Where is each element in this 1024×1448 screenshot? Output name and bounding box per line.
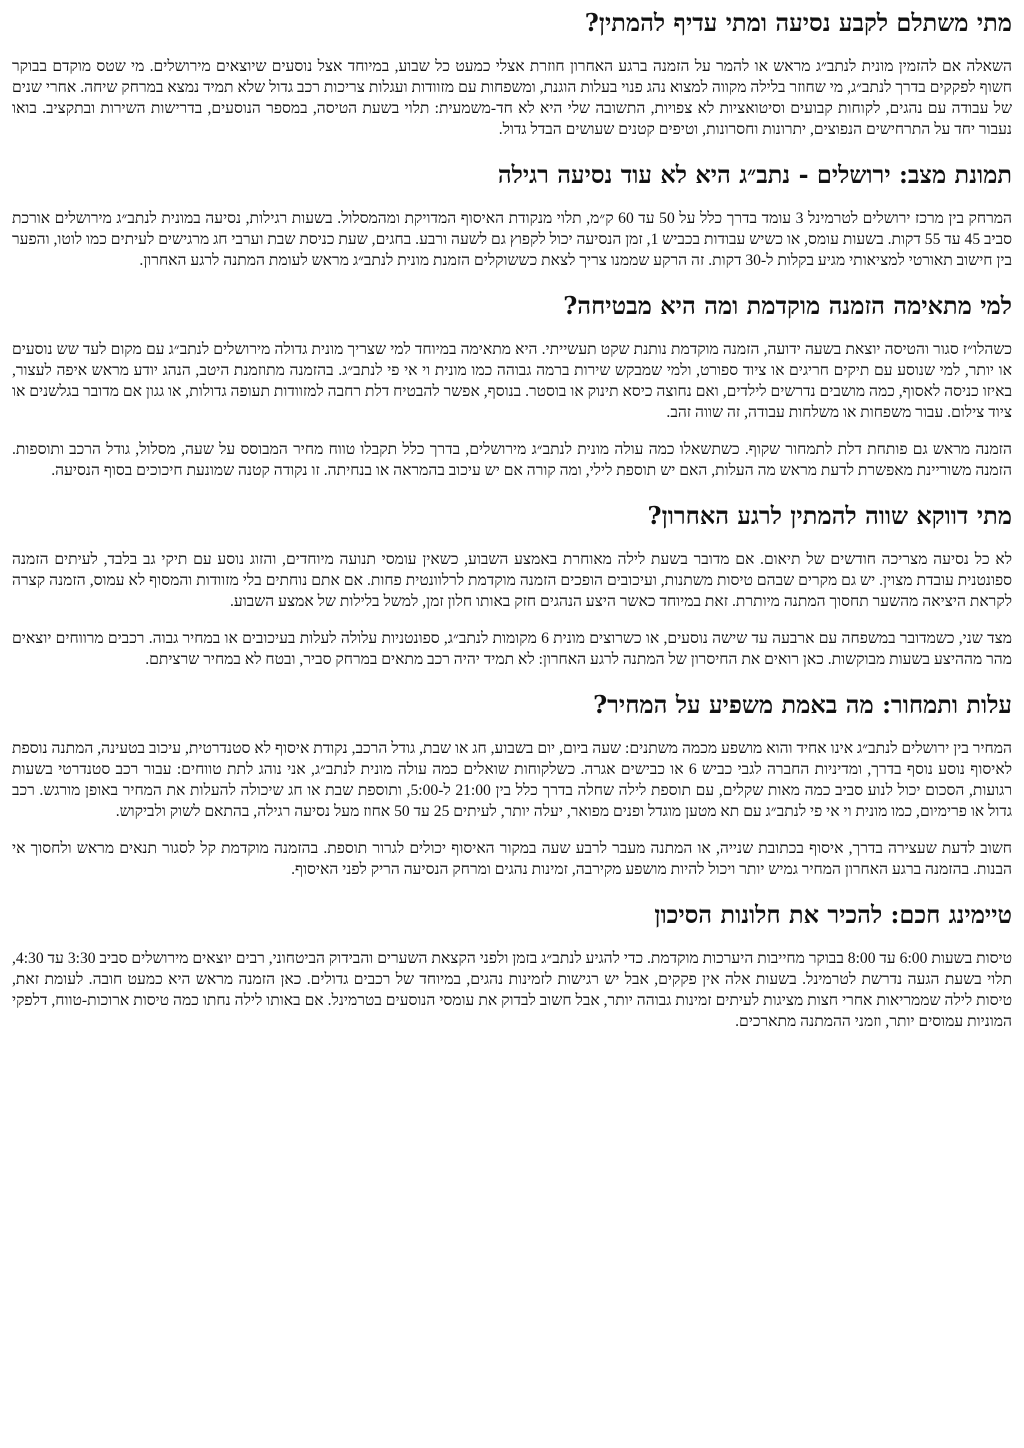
paragraph: המרחק בין מרכז ירושלים לטרמינל 3 עומד בדרך כלל על 50 עד 60 ק״מ, תלוי מנקודת האיסוף המדויקת ומהמסלול. בשעות רגילות, נסיעה במונית לנתב״ג מירושלים אורכת סביב 45 עד 55 דקות. בשעות עומס, או כשיש עבודות בכביש 1, זמן הנסיעה יכול לקפוץ גם לשעה ורבע. בחגים, שעת כניסת שבת וערבי חג מרגישים לעיתים כמו לוטו, והפער בין חישוב תאורטי למציאותי מגיע בקלות ל-30 דקות. זה הרקע שממנו צריך לצאת כששוקלים הזמנת מונית לנתב״ג מראש לעומת המתנה לרגע האחרון. bbox=[12, 210, 1013, 269]
paragraph: חשוב לדעת שעצירה בדרך, איסוף בכתובת שנייה, או המתנה מעבר לרבע שעה במקור האיסוף יכולים לגרור תוספת. בהזמנה מוקדמת קל לסגור תנאים מראש ולחסוך אי הבנות. בהזמנה ברגע האחרון המחיר גמיש יותר ויכול להיות מושפע מקירבה, זמינות נהגים ומרחק הנסיעה הריק לפני האיסוף. bbox=[12, 840, 1012, 878]
section-heading: מתי דווקא שווה להמתין לרגע האחרון? bbox=[647, 501, 1012, 530]
section-when-to-book bbox=[12, 6, 1012, 140]
paragraph: מצד שני, כשמדובר במשפחה עם ארבעה עד שישה נוסעים, או כשרוצים מונית 6 מקומות לנתב״ג, ספונטניות עלולה לעלות בעיכובים או במחיר גבוה. רכבים מרווחים יוצאים מהר מההיצע בשעות מבוקשות. כאן רואים את החיסרון של המתנה לרגע האחרון: לא תמיד יהיה רכב מתאים במרחק סביר, ובטח לא במחיר שרציתם. bbox=[12, 630, 1012, 668]
section-advance-booking bbox=[12, 289, 1012, 481]
section-heading: עלות ותמחור: מה באמת משפיע על המחיר? bbox=[593, 690, 1012, 719]
section-heading: טיימינג חכם: להכיר את חלונות הסיכון bbox=[654, 900, 1012, 929]
paragraph: לא כל נסיעה מצריכה חודשים של תיאום. אם מדובר בשעת לילה מאוחרת באמצע השבוע, כשאין עומסי תנועה מיוחדים, והזוג נוסע עם תיקי גב בלבד, לעיתים הזמנה ספונטנית עובדת מצוין. יש גם מקרים שבהם טיסות משתנות, ועיכובים הופכים הזמנה מוקדמת לרלוונטית פחות. אם אתם נוחתים בלי מזוודות והמסוף לא עמוס, הזמנה קצרה לקראת היציאה מהשער תחסוך המתנה מיותרת. זאת במיוחד כאשר היצע הנהגים חזק באותו חלון זמן, למשל בלילות של אמצע השבוע. bbox=[12, 551, 1012, 610]
paragraph: הזמנה מראש גם פותחת דלת לתמחור שקוף. כשתשאלו כמה עולה מונית לנתב״ג מירושלים, בדרך כלל תקבלו טווח מחיר המבוסס על שעה, מסלול, גודל הרכב ותוספות. הזמנה משוריינת מאפשרת לדעת מראש מה העלות, האם יש תוספת לילי, ומה קורה אם יש עיכוב בהמראה או בנחיתה. זו נקודה קטנה שמונעת חיכוכים בסוף הנסיעה. bbox=[12, 441, 1012, 479]
section-situation-overview bbox=[12, 158, 1012, 271]
paragraph: טיסות בשעות 6:00 עד 8:00 בבוקר מחייבות היערכות מוקדמת. כדי להגיע לנתב״ג בזמן ולפני הקצאת השערים והבידוק הביטחוני, רבים יוצאים מירושלים סביב 3:30 עד 4:30, תלוי בשעת הגעה נדרשת לטרמינל. בשעות אלה אין פקקים, אבל יש רגישות לזמינות נהגים, במיוחד של רכבים גדולים. כאן הזמנה מראש היא כמעט חובה. לעומת זאת, טיסות לילה שממריאות אחרי חצות מציגות לעיתים זמינות גבוהה יותר, אבל חשוב לבדוק את עומסי הנוסעים בטרמינל. אם באותו לילה נחתו כמה טיסות ארוכות-טווח, דלפקי המוניות עמוסים יותר, וזמני ההמתנה מתארכים. bbox=[12, 950, 1013, 1030]
section-heading: למי מתאימה הזמנה מוקדמת ומה היא מבטיחה? bbox=[563, 291, 1012, 320]
paragraph: השאלה אם להזמין מונית לנתב״ג מראש או להמר על הזמנה ברגע האחרון חוזרת אצלי כמעט כל שבוע, במיוחד אצל נוסעים שיוצאים מירושלים. מי שטס מוקדם בבוקר חשוף לפקקים בדרך לנתב״ג, מי שחוזר בלילה מקווה למצוא נהג פנוי בעלות הוגנת, ומשפחות עם מזוודות ועגלות צריכות רכב גדול שלא תמיד נמצא במרחק שיחה. אחרי שנים של עבודה עם נהגים, לקוחות קבועים וסיטואציות לא צפויות, התשובה שלי היא לא חד-משמעית: תלוי בשעת הטיסה, במספר הנוסעים, בדרישות השירות ובתקציב. בואו נעבור יחד על התרחישים הנפוצים, יתרונות וחסרונות, וטיפים קטנים שעושים הבדל גדול. bbox=[12, 58, 1012, 138]
section-heading: תמונת מצב: ירושלים - נתב״ג היא לא עוד נסיעה רגילה bbox=[497, 160, 1012, 189]
section-last-minute bbox=[12, 499, 1012, 670]
paragraph: כשהלו״ז סגור והטיסה יוצאת בשעה ידועה, הזמנה מוקדמת נותנת שקט תעשייתי. היא מתאימה במיוחד למי שצריך מונית גדולה מירושלים לנתב״ג עם מקום לעד שש נוסעים או יותר, למי שנוסע עם תיקים חריגים או ציוד ספורט, ולמי שמבקש שירות ברמה גבוהה כמו מונית וי אי פי לנתב״ג. בהזמנה מתוזמנת היטב, הנהג יודע מראש איפה לעצור, באיזו כניסה לאסוף, כמה מושבים נדרשים לילדים, ואם נחוצה כיסא תינוק או בוסטר. בנוסף, אפשר להבטיח דלת רחבה למזוודות תעופה גדולות, או גגון אם מדובר בגלשנים או ציוד צילום. עבור משפחות או משלחות עבודה, זה שווה זהב. bbox=[12, 341, 1012, 421]
section-pricing bbox=[12, 688, 1012, 880]
paragraph: המחיר בין ירושלים לנתב״ג אינו אחיד והוא מושפע מכמה משתנים: שעה ביום, יום בשבוע, חג או שבת, גודל הרכב, נקודת איסוף לא סטנדרטית, עיכוב בטעינה, המתנה נוספת לאיסוף נוסע נוסף בדרך, ומדיניות החברה לגבי כביש 6 או כבישים אגרה. כשלקוחות שואלים כמה עולה מונית לנתב״ג, אני נוהג לתת טווחים: עבור רכב סטנדרטי בשעות רגועות, הסכום יכול לנוע סביב כמה מאות שקלים, עם תוספת לילה שחלה בדרך כלל בין 21:00 ל-5:00, ותוספת שבת או חג שיכולה להעלות את המחיר באופן מורגש. רכב גדול או פרימיום, כמו מונית וי אי פי לנתב״ג עם תא מטען מוגדל ופנים מפואר, יעלה יותר, לעיתים 25 עד 50 אחוז מעל נסיעה רגילה, בהתאם לשוק ולביקוש. bbox=[12, 740, 1012, 820]
section-smart-timing bbox=[12, 898, 1012, 1032]
section-heading: מתי משתלם לקבע נסיעה ומתי עדיף להמתין? bbox=[584, 8, 1012, 37]
